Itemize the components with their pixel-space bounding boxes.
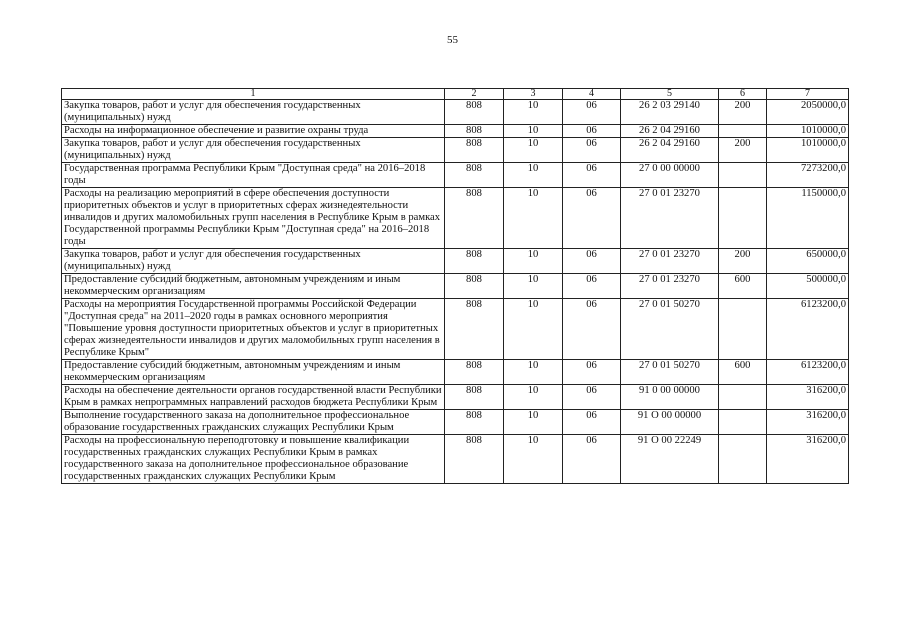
header-row [62,89,849,100]
row-subsection-code: 06 [563,274,621,299]
row-amount: 1150000,0 [767,188,849,249]
row-target-article: 27 0 01 50270 [621,360,719,385]
row-amount: 1010000,0 [767,125,849,138]
row-expense-type [719,385,767,410]
row-subsection-code: 06 [563,410,621,435]
row-subsection-code: 06 [563,100,621,125]
row-ved-code: 808 [445,163,504,188]
table-row [62,360,849,385]
row-subsection-code: 06 [563,385,621,410]
row-subsection-code: 06 [563,188,621,249]
col-header: 4 [563,89,621,100]
row-expense-type [719,188,767,249]
row-name: Государственная программа Республики Крым "Доступная среда" на 2016–2018 годы [62,163,445,188]
row-section-code: 10 [504,100,563,125]
row-name: Закупка товаров, работ и услуг для обеспечения государственных (муниципальных) нужд [62,138,445,163]
row-section-code: 10 [504,249,563,274]
row-subsection-code: 06 [563,138,621,163]
table-row [62,274,849,299]
row-subsection-code: 06 [563,249,621,274]
row-target-article: 26 2 04 29160 [621,125,719,138]
row-target-article: 27 0 00 00000 [621,163,719,188]
row-name: Закупка товаров, работ и услуг для обеспечения государственных (муниципальных) нужд [62,249,445,274]
row-expense-type [719,435,767,484]
table-row [62,385,849,410]
row-section-code: 10 [504,410,563,435]
row-expense-type: 600 [719,360,767,385]
row-ved-code: 808 [445,360,504,385]
row-section-code: 10 [504,299,563,360]
row-section-code: 10 [504,125,563,138]
col-header: 3 [504,89,563,100]
row-section-code: 10 [504,385,563,410]
row-amount: 6123200,0 [767,360,849,385]
row-amount: 316200,0 [767,385,849,410]
table-row [62,249,849,274]
row-ved-code: 808 [445,274,504,299]
row-expense-type [719,163,767,188]
row-subsection-code: 06 [563,299,621,360]
row-target-article: 27 0 01 23270 [621,249,719,274]
table-row [62,435,849,484]
page-number: 55 [447,34,458,46]
row-name: Предоставление субсидий бюджетным, автономным учреждениям и иным некоммерческим организациям [62,274,445,299]
row-amount: 316200,0 [767,410,849,435]
row-ved-code: 808 [445,385,504,410]
row-target-article: 26 2 03 29140 [621,100,719,125]
row-section-code: 10 [504,163,563,188]
table-body [62,100,849,484]
row-target-article: 27 0 01 23270 [621,274,719,299]
row-subsection-code: 06 [563,435,621,484]
row-target-article: 91 О 00 22249 [621,435,719,484]
row-name: Выполнение государственного заказа на дополнительное профессиональное образование государственных гражданских служащих Республики Крым [62,410,445,435]
row-subsection-code: 06 [563,163,621,188]
row-target-article: 27 0 01 50270 [621,299,719,360]
row-name: Расходы на обеспечение деятельности органов государственной власти Республики Крым в рамках непрограммных направлений расходов бюджета Республики Крым [62,385,445,410]
row-expense-type [719,125,767,138]
row-subsection-code: 06 [563,125,621,138]
col-header: 2 [445,89,504,100]
row-expense-type: 200 [719,249,767,274]
row-amount: 7273200,0 [767,163,849,188]
row-ved-code: 808 [445,188,504,249]
row-name: Расходы на реализацию мероприятий в сфере обеспечения доступности приоритетных объектов и услуг в приоритетных сферах жизнедеятельности инвалидов и других маломобильных групп населения в Республике Крым в рамках Государственной программы Республики Крым "Доступная среда" на 2016–2018 годы [62,188,445,249]
table-row [62,163,849,188]
row-expense-type: 200 [719,138,767,163]
row-name: Предоставление субсидий бюджетным, автономным учреждениям и иным некоммерческим организациям [62,360,445,385]
row-name: Расходы на профессиональную переподготовку и повышение квалификации государственных гражданских служащих Республики Крым в рамках государственного заказа на дополнительное профессиональное образование государственных гражданских служащих Республики Крым [62,435,445,484]
table-row [62,188,849,249]
row-amount: 2050000,0 [767,100,849,125]
row-ved-code: 808 [445,299,504,360]
row-amount: 6123200,0 [767,299,849,360]
row-section-code: 10 [504,138,563,163]
row-amount: 650000,0 [767,249,849,274]
row-name: Расходы на информационное обеспечение и развитие охраны труда [62,125,445,138]
row-target-article: 26 2 04 29160 [621,138,719,163]
table-row [62,125,849,138]
row-subsection-code: 06 [563,360,621,385]
table-row [62,138,849,163]
row-expense-type: 600 [719,274,767,299]
row-target-article: 91 О 00 00000 [621,410,719,435]
row-ved-code: 808 [445,435,504,484]
col-header: 7 [767,89,849,100]
col-header: 6 [719,89,767,100]
row-ved-code: 808 [445,125,504,138]
row-section-code: 10 [504,360,563,385]
row-amount: 500000,0 [767,274,849,299]
row-section-code: 10 [504,435,563,484]
row-expense-type: 200 [719,100,767,125]
table-row [62,299,849,360]
budget-table [61,88,849,484]
row-amount: 1010000,0 [767,138,849,163]
row-expense-type [719,410,767,435]
row-ved-code: 808 [445,410,504,435]
row-section-code: 10 [504,188,563,249]
row-section-code: 10 [504,274,563,299]
row-ved-code: 808 [445,249,504,274]
row-expense-type [719,299,767,360]
col-header: 5 [621,89,719,100]
row-ved-code: 808 [445,100,504,125]
row-ved-code: 808 [445,138,504,163]
row-name: Расходы на мероприятия Государственной программы Российской Федерации "Доступная среда" на 2011–2020 годы в рамках основного мероприятия "Повышение уровня доступности приоритетных объектов и услуг в приоритетных сферах жизнедеятельности инвалидов и других маломобильных групп населения в Республике Крым" [62,299,445,360]
table-row [62,410,849,435]
row-name: Закупка товаров, работ и услуг для обеспечения государственных (муниципальных) нужд [62,100,445,125]
row-target-article: 91 0 00 00000 [621,385,719,410]
row-target-article: 27 0 01 23270 [621,188,719,249]
row-amount: 316200,0 [767,435,849,484]
table-row [62,100,849,125]
col-header: 1 [62,89,445,100]
